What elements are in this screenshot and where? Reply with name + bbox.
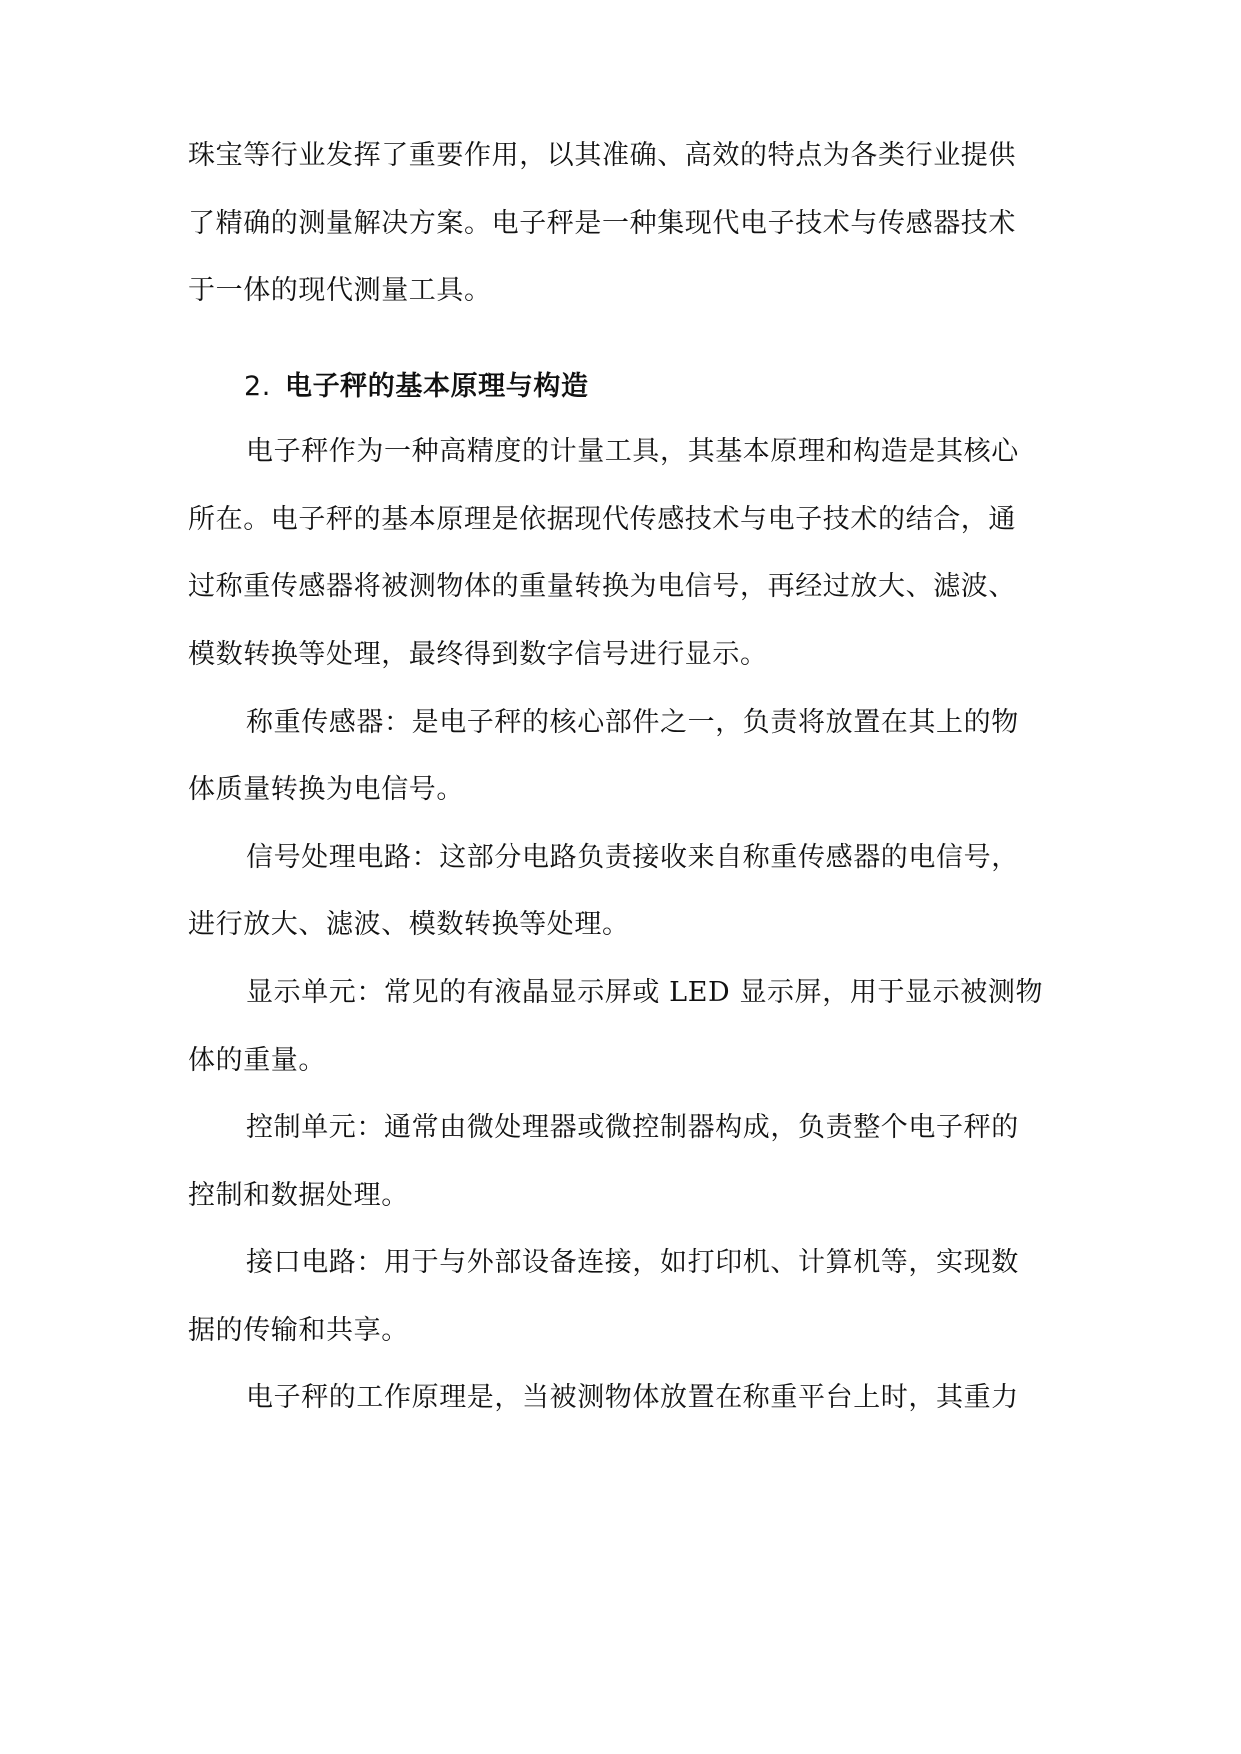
paragraph-line: 控制和数据处理。 <box>188 1180 409 1211</box>
paragraph-line: 珠宝等行业发挥了重要作用，以其准确、高效的特点为各类行业提供 <box>188 140 1016 171</box>
paragraph-line: 了精确的测量解决方案。电子秤是一种集现代电子技术与传感器技术 <box>188 208 1016 239</box>
paragraph-line: 电子秤作为一种高精度的计量工具，其基本原理和构造是其核心 <box>246 436 1019 467</box>
section-number: 2. <box>244 371 271 402</box>
paragraph-line: 体的重量。 <box>188 1045 326 1076</box>
paragraph-line: 所在。电子秤的基本原理是依据现代传感技术与电子技术的结合，通 <box>188 504 1016 535</box>
paragraph-line: 过称重传感器将被测物体的重量转换为电信号，再经过放大、滤波、 <box>188 571 1016 602</box>
paragraph-line: 信号处理电路：这部分电路负责接收来自称重传感器的电信号， <box>246 842 1019 873</box>
section-title: 电子秤的基本原理与构造 <box>284 371 589 402</box>
paragraph-line: 称重传感器：是电子秤的核心部件之一，负责将放置在其上的物 <box>246 707 1019 738</box>
paragraph-line: 据的传输和共享。 <box>188 1315 409 1346</box>
paragraph-line: 接口电路：用于与外部设备连接，如打印机、计算机等，实现数 <box>246 1247 1019 1278</box>
paragraph-line: 控制单元：通常由微处理器或微控制器构成，负责整个电子秤的 <box>246 1112 1019 1143</box>
paragraph-line: 于一体的现代测量工具。 <box>188 275 492 306</box>
paragraph-line: 进行放大、滤波、模数转换等处理。 <box>188 909 630 940</box>
paragraph-line: 体质量转换为电信号。 <box>188 774 464 805</box>
paragraph-line: 显示单元：常见的有液晶显示屏或 LED 显示屏，用于显示被测物 <box>246 977 1044 1008</box>
section-heading <box>244 367 1124 407</box>
paragraph-line: 电子秤的工作原理是，当被测物体放置在称重平台上时，其重力 <box>246 1382 1019 1413</box>
paragraph-line: 模数转换等处理，最终得到数字信号进行显示。 <box>188 639 768 670</box>
